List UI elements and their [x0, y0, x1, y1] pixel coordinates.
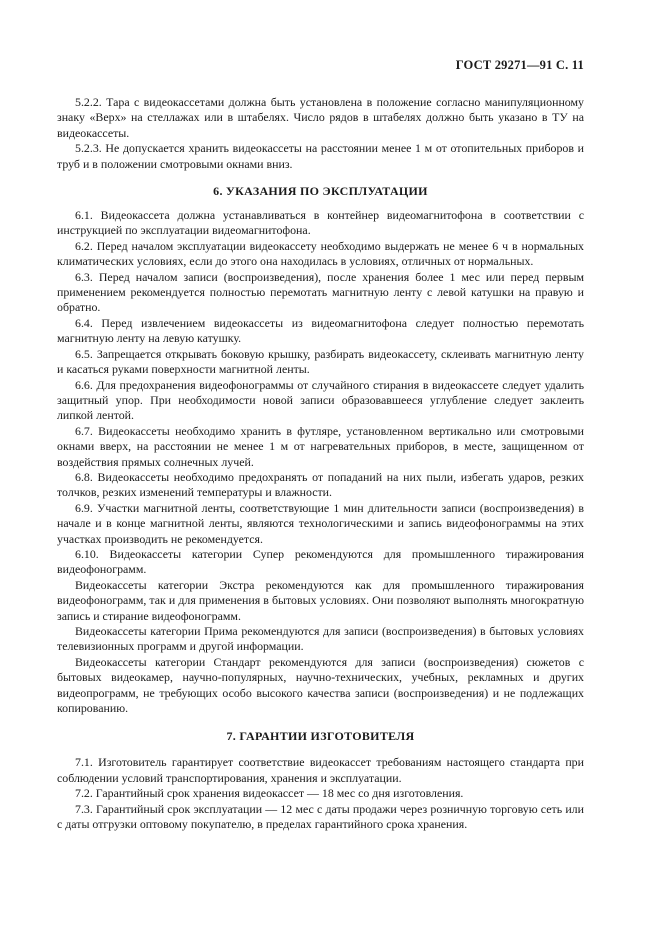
section-6-title: 6. УКАЗАНИЯ ПО ЭКСПЛУАТАЦИИ	[213, 184, 428, 199]
paragraph-5-2-3: 5.2.3. Не допускается хранить видеокассеты на расстоянии менее 1 м от отопительных приборов и труб и в положении смотровыми окнами вниз.	[57, 141, 584, 171]
paragraph-7-3: 7.3. Гарантийный срок эксплуатации — 12 мес с даты продажи через розничную торговую сеть или с даты отгрузки оптовому покупателю, в пределах гарантийного срока хранения.	[57, 801, 584, 832]
document-page	[57, 58, 584, 832]
paragraph-standard-category: Видеокассеты категории Стандарт рекомендуются для записи (воспроизведения) сюжетов с бытовых видеокамер, научно-популярных, научно-технических, учебных, рекламных и других видеопрограмм, не требующих особо высокого качества записи (воспроизведения) и не подлежащих копированию.	[57, 654, 584, 716]
paragraph-5-2-2: 5.2.2. Тара с видеокассетами должна быть установлена в положение согласно манипуляционному знаку «Верх» на стеллажах или в штабелях. Число рядов в штабелях должно быть указано в ТУ на видеокассеты.	[57, 95, 584, 140]
paragraph-7-1: 7.1. Изготовитель гарантирует соответствие видеокассет требованиям настоящего стандарта при соблюдении условий транспортирования, хранения и эксплуатации.	[57, 755, 584, 785]
paragraph-7-2: 7.2. Гарантийный срок хранения видеокассет — 18 мес со дня изготовления.	[75, 786, 464, 801]
paragraph-6-8: 6.8. Видеокассеты необходимо предохранять от попаданий на них пыли, избегать ударов, резких толчков, резких изменений температуры и влажности.	[57, 469, 584, 500]
page-header: ГОСТ 29271—91 С. 11	[455, 58, 584, 72]
paragraph-6-6: 6.6. Для предохранения видеофонограммы от случайного стирания в видеокассете следует удалить защитный упор. При необходимости новой записи образовавшееся углубление следует заклеить липкой лентой.	[57, 377, 584, 423]
paragraph-prima-category: Видеокассеты категории Прима рекомендуются для записи (воспроизведения) в бытовых условиях телевизионных программ и другой информации.	[57, 624, 584, 654]
paragraph-6-1: 6.1. Видеокассета должна устанавливаться в контейнер видеомагнитофона в соответствии с инструкцией по эксплуатации видеомагнитофона.	[57, 208, 584, 238]
section-7-title: 7. ГАРАНТИИ ИЗГОТОВИТЕЛЯ	[226, 729, 415, 744]
paragraph-6-2: 6.2. Перед началом эксплуатации видеокассету необходимо выдержать не менее 6 ч в нормальных климатических условиях, если до этого она находилась в условиях, отличных от нормальных.	[57, 238, 584, 269]
paragraph-6-9: 6.9. Участки магнитной ленты, соответствующие 1 мин длительности записи (воспроизведения) в начале и в конце магнитной ленты, являются технологическими и запись видеофонограммы на этих участках производить не рекомендуется.	[57, 500, 584, 546]
paragraph-6-10: 6.10. Видеокассеты категории Супер рекомендуются для промышленного тиражирования видеофонограмм.	[57, 546, 584, 577]
paragraph-6-5: 6.5. Запрещается открывать боковую крышку, разбирать видеокассету, склеивать магнитную ленту и касаться руками поверхности магнитной ленты.	[57, 346, 584, 377]
paragraph-6-4: 6.4. Перед извлечением видеокассеты из видеомагнитофона следует полностью перемотать магнитную ленту на левую катушку.	[57, 315, 584, 346]
paragraph-6-3: 6.3. Перед началом записи (воспроизведения), после хранения более 1 мес или перед первым применением рекомендуется полностью перемотать магнитную ленту с левой катушки на правую и обратно.	[57, 269, 584, 315]
paragraph-extra-category: Видеокассеты категории Экстра рекомендуются как для промышленного тиражирования видеофонограмм, так и для применения в бытовых условиях. Они позволяют выполнять многократную запись и стирание видеофонограмм.	[57, 577, 584, 623]
paragraph-6-7: 6.7. Видеокассеты необходимо хранить в футляре, установленном вертикально или смотровыми окнами вверх, на расстоянии не менее 1 м от нагревательных приборов, в месте, защищенном от воздействия прямых солнечных лучей.	[57, 423, 584, 469]
